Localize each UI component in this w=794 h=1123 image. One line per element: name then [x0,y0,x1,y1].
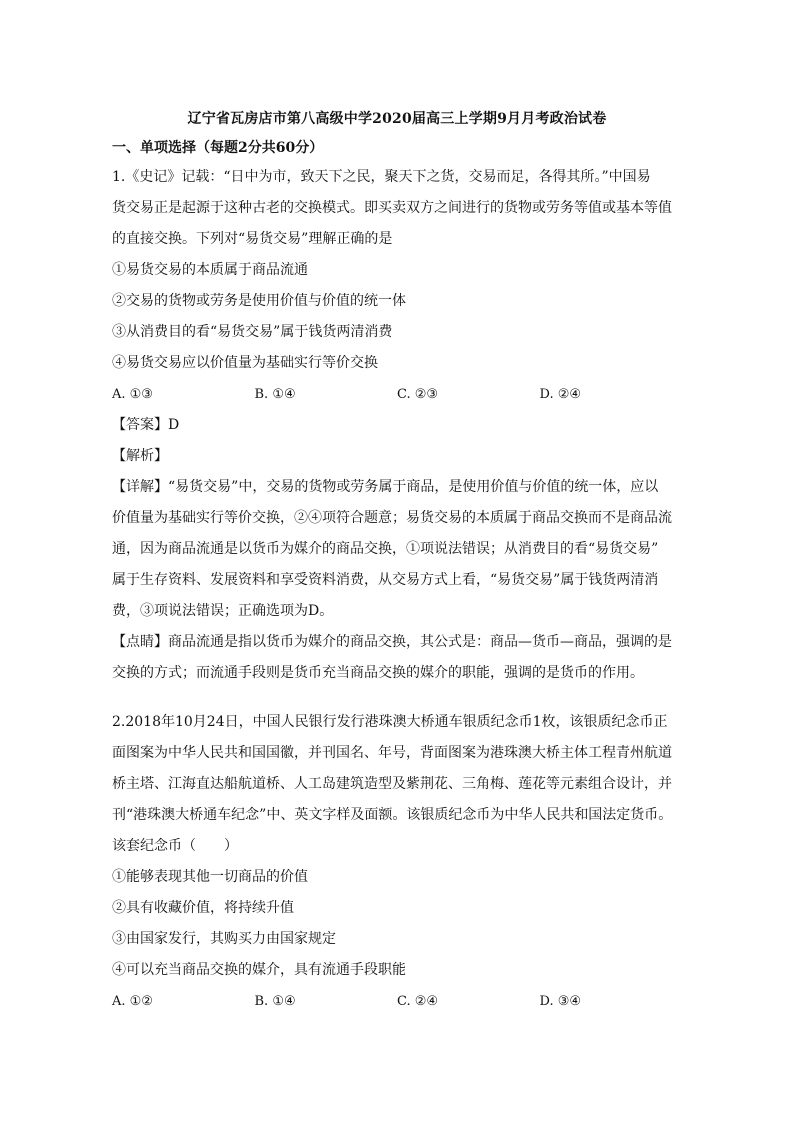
question-2-item: ③由国家发行，其购买力由国家规定 [112,931,336,947]
detail-line: 属于生存资料、发展资料和享受资料消费，从交易方式上看，“易货交易”属于钱货两清消 [112,572,659,588]
question-2-options [112,986,682,1017]
question-spacer [112,689,682,707]
question-1-options [112,379,682,410]
question-2 [112,707,682,1017]
option-d: D. ③④ [539,994,582,1009]
question-2-item: ①能够表现其他一切商品的价值 [112,869,308,885]
detail-line: 费，③项说法错误；正确选项为D。 [112,603,334,619]
question-1-item: ③从消费目的看“易货交易”属于钱货两清消费 [112,324,393,340]
option-d: D. ②④ [539,387,582,402]
option-c: C. ②④ [397,994,439,1009]
question-1-item: ④易货交易应以价值量为基础实行等价交换 [112,355,378,371]
option-c: C. ②③ [397,387,439,402]
question-2-stem-line: 桥主塔、江海直达船航道桥、人工岛建筑造型及紫荆花、三角梅、莲花等元素组合设计，并 [112,776,672,792]
question-1-stem-line: 1.《史记》记载：“日中为市，致天下之民，聚天下之货，交易而足，各得其所。”中国易 [112,169,651,185]
detail-line: 【详解】“易货交易”中，交易的货物或劳务属于商品，是使用价值与价值的统一体，应以 [112,479,659,495]
answer-line: 【答案】D [112,417,180,433]
question-2-stem-line: 刊“港珠澳大桥通车纪念”中、英文字样及面额。该银质纪念币为中华人民共和国法定货币。 [112,807,673,823]
question-1 [112,162,682,689]
question-2-item: ②具有收藏价值，将持续升值 [112,900,294,916]
question-1-item: ②交易的货物或劳务是使用价值与价值的统一体 [112,293,406,309]
option-b: B. ①④ [254,387,296,402]
tip-line: 【点睛】商品流通是指以货币为媒介的商品交换，其公式是：商品—货币—商品，强调的是 [112,634,672,650]
question-2-stem-line: 该套纪念币（ ） [112,838,238,854]
analysis-label: 【解析】 [112,448,168,464]
option-a: A. ①② [112,994,153,1009]
detail-line: 通，因为商品流通是以货币为媒介的商品交换，①项说法错误；从消费目的看“易货交易” [112,541,659,557]
page-title: 辽宁省瓦房店市第八高级中学2020届高三上学期9月月考政治试卷 [187,111,607,127]
question-1-stem-line: 的直接交换。下列对“易货交易”理解正确的是 [112,231,393,247]
question-1-stem-line: 货交易正是起源于这种古老的交换模式。即买卖双方之间进行的货物或劳务等值或基本等值 [112,200,672,216]
question-2-item: ④可以充当商品交换的媒介，具有流通手段职能 [112,962,406,978]
option-b: B. ①④ [254,994,296,1009]
question-1-item: ①易货交易的本质属于商品流通 [112,262,308,278]
detail-line: 价值量为基础实行等价交换，②④项符合题意；易货交易的本质属于商品交换而不是商品流 [112,510,672,526]
tip-line: 交换的方式；而流通手段则是货币充当商品交换的媒介的职能，强调的是货币的作用。 [112,665,644,681]
question-2-stem-line: 2.2018年10月24日，中国人民银行发行港珠澳大桥通车银质纪念币1枚，该银质纪念币正 [112,714,668,730]
question-2-stem-line: 面图案为中华人民共和国国徽，并刊国名、年号，背面图案为港珠澳大桥主体工程青州航道 [112,745,672,761]
option-a: A. ①③ [112,387,153,402]
exam-page [112,96,682,1017]
section-heading: 一、单项选择（每题2分共60分） [112,140,324,156]
